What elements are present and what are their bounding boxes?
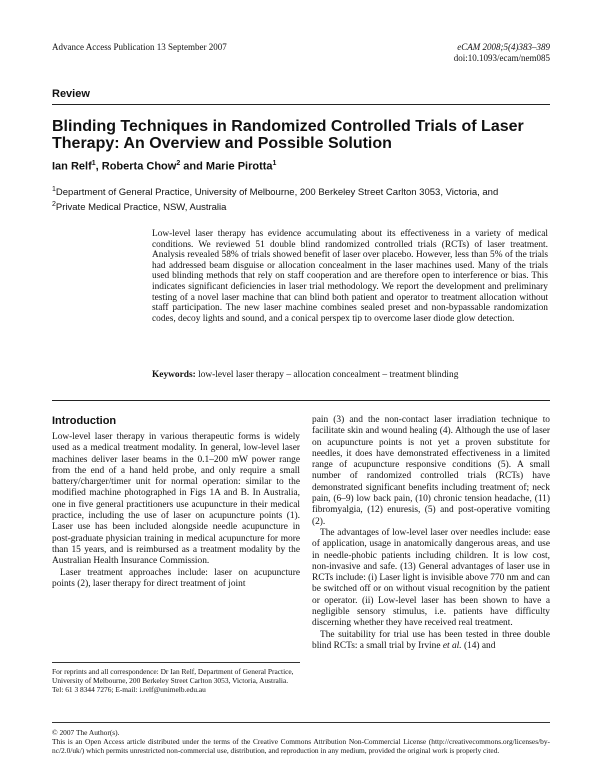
author-name: Ian Relf — [52, 160, 92, 173]
left-column — [52, 432, 300, 590]
article-title: Blinding Techniques in Randomized Controlled Trials of Laser Therapy: An Overview and Possible Solution — [52, 118, 524, 152]
keywords — [152, 370, 548, 380]
doi[interactable]: doi:10.1093/ecam/nem085 — [453, 53, 550, 63]
correspondence-note: For reprints and all correspondence: Dr Ian Relf, Department of General Practice, University of Melbourne, 200 Berkeley Street Carlton 3053, Victoria, Australia. Tel: 61 3 8344 7276; E-mail: i.relf@unimelb.edu.au — [52, 667, 294, 694]
affiliations — [52, 184, 552, 214]
header-rule — [52, 104, 550, 105]
copyright-line: © 2007 The Author(s). — [52, 728, 120, 737]
keywords-label: Keywords: — [152, 370, 196, 380]
abstract: Low-level laser therapy has evidence accumulating about its effectiveness in a variety of medical conditions. We reviewed 51 double blind randomized controlled trials (RCTs) of laser treatment. Analysis revealed 58% of trials showed benefit of laser over placebo. However, less than 5% of the trials had addressed beam disguise or allocation concealment in the laser machines used. Many of the trials used blinding methods that rely on staff cooperation and are therefore open to interference or bias. This indicates significant deficiencies in laser trial methodology. We report the development and preliminary testing of a novel laser machine that can blind both patient and operator to treatment allocation without staff participation. The new laser machine combines sealed preset and non-bypassable randomization codes, decoy lights and sound, and a conical perspex tip to overcome laser diode glow detection. — [152, 229, 548, 324]
body-paragraph: The advantages of low-level laser over needles include: ease of application, usage in anatomically dangerous areas, and use in needle-phobic patients including children. It is low cost, non-invasive and safe. (13) General advantages of laser use in RCTs include: (i) Laser light is invisible above 770 nm and can be switched off or on without visual recognition by the patient or operator. (ii) Low-level laser has been shown to have a negligible sensory stimulus, i.e. patients have difficulty discerning whether they have received real treatment. — [312, 527, 550, 629]
citation-block — [454, 42, 550, 64]
copyright-rule — [52, 722, 550, 723]
author-affiliation-mark: 1 — [91, 160, 96, 167]
body-paragraph: The suitability for trial use has been tested in three double blind RCTs: a small trial by Irvine et al. (14) and — [312, 629, 550, 651]
section-label: Review — [52, 88, 90, 100]
body-paragraph: Laser treatment approaches include: laser on acupuncture points (2), laser therapy for direct treatment of joint — [52, 567, 300, 589]
author-list: Ian Relf$^1$, Roberta Chow$^2$ and Marie Pirotta$^1$ — [52, 160, 277, 173]
keywords-text: low-level laser therapy – allocation concealment – treatment blinding — [198, 370, 459, 380]
journal-citation: eCAM 2008;5(4)383–389 — [457, 42, 550, 52]
right-column — [312, 415, 550, 652]
body-paragraph: Low-level laser therapy in various therapeutic forms is widely used as a medical treatment modality. In general, low-level laser machines deliver laser beams in the 0.1–200 mW power range from the end of a hand held probe, and only require a small battery/charger/timer unit for normal operation: similar to the modified machine photographed in Figs 1A and B. In Australia, one in five general practitioners use acupuncture in their medical practice, including the use of laser on acupuncture points (1). Laser use has been included alongside needle acupuncture in post-graduate physician training in medical acupuncture for more than 15 years, and is reimbursed as a treatment modality by the Australian Health Insurance Commission. — [52, 432, 300, 567]
copyright-block — [52, 728, 550, 756]
abstract-rule — [52, 400, 550, 401]
author-name: Roberta Chow — [101, 160, 177, 173]
footnote-rule — [52, 662, 300, 663]
publication-date: Advance Access Publication 13 September 2007 — [52, 42, 227, 52]
affiliation-line: $^1$Department of General Practice, University of Melbourne, 200 Berkeley Street Carlton 3053, Victoria, and — [52, 186, 499, 199]
affiliation-line: $^2$Private Medical Practice, NSW, Australia — [52, 201, 227, 214]
author-name: Marie Pirotta — [205, 160, 273, 173]
author-affiliation-mark: 1 — [272, 160, 277, 167]
introduction-heading: Introduction — [52, 415, 117, 427]
license-text: This is an Open Access article distributed under the terms of the Creative Commons Attribution Non-Commercial License (http://creativecommons.org/licenses/by-nc/2.0/uk/) which permits unrestricted non-commercial use, distribution, and reproduction in any medium, provided the original work is properly cited. — [52, 737, 550, 756]
body-paragraph: pain (3) and the non-contact laser irradiation technique to facilitate skin and wound healing (4). Although the use of laser on acupuncture points is not yet a proven substitute for needles, it does have demonstrated effectiveness in a limited range of acupuncture responsive conditions (5). A small number of randomized controlled trials (RCTs) have demonstrated significant benefits including treatment of; neck pain, (6–9) low back pain, (10) chronic tension headache, (11) fibromyalgia, (12) enuresis, (5) and post-operative vomiting (2). — [312, 415, 550, 527]
author-affiliation-mark: 2 — [176, 160, 181, 167]
